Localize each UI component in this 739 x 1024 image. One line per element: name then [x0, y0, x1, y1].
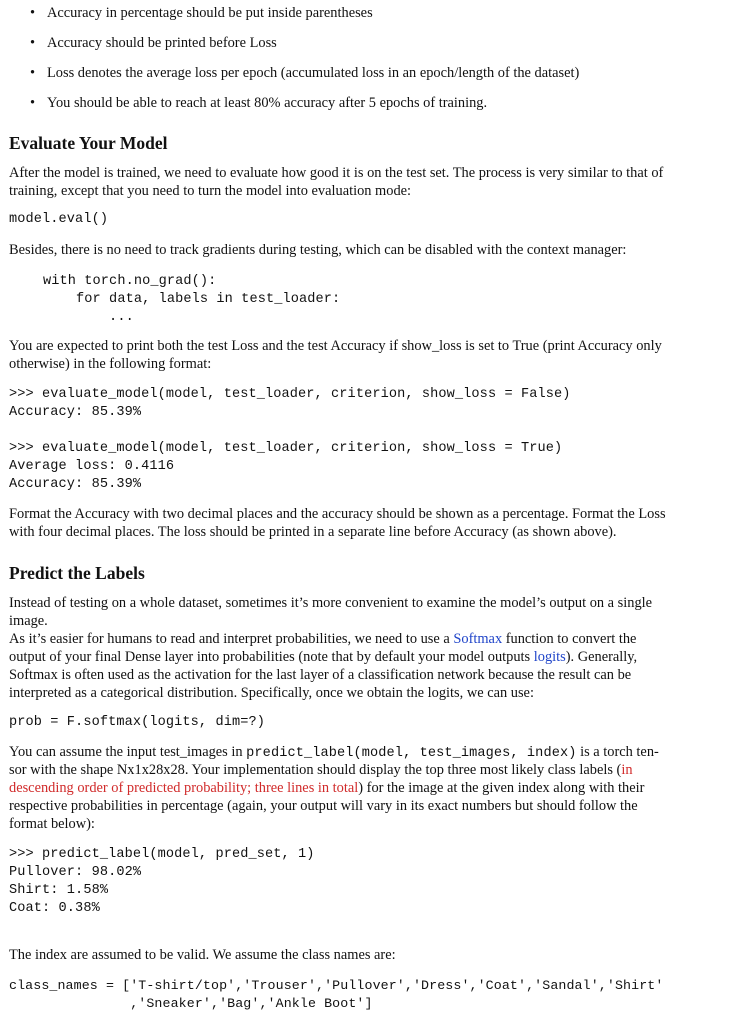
- code-with-line: for data, labels in test_loader:: [43, 292, 341, 307]
- evaluate-intro-line-1: After the model is trained, we need to evaluate how good it is on the test set. The process is very similar to that of: [9, 165, 664, 181]
- predict-index-note: The index are assumed to be valid. We assume the class names are:: [9, 947, 396, 963]
- evaluate-besides-text: Besides, there is no need to track gradients during testing, which can be disabled with the context manager:: [9, 242, 627, 258]
- code-with-line: ...: [43, 310, 134, 325]
- code-with-line: with torch.no_grad():: [43, 274, 217, 289]
- predict-softmax-line-3: Softmax is often used as the activation for the last layer of a classification network because the result can be: [9, 667, 632, 683]
- predict-spec-line-1: You can assume the input test_images in predict_label(model, test_images, index) is a torch ten-: [9, 744, 659, 761]
- example-output-line: >>> predict_label(model, pred_set, 1): [9, 847, 315, 862]
- predict-intro-line-1: Instead of testing on a whole dataset, sometimes it’s more convenient to examine the model’s output on a single: [9, 595, 653, 611]
- bullet-icon: •: [30, 65, 36, 81]
- predict-spec-line-5: format below):: [9, 816, 95, 832]
- softmax-link[interactable]: Softmax: [453, 631, 503, 647]
- predict-spec-line-3: descending order of predicted probability; three lines in total) for the image at the given index along with their: [9, 780, 645, 796]
- inline-code-predict-label: predict_label(model, test_images, index): [246, 746, 577, 761]
- evaluate-expected-line-2: otherwise) in the following format:: [9, 356, 212, 372]
- evaluate-expected-line-1: You are expected to print both the test Loss and the test Accuracy if show_loss is set to True (print Accuracy only: [9, 338, 662, 354]
- example-output-line: Accuracy: 85.39%: [9, 477, 142, 492]
- bullet-icon: •: [30, 5, 36, 21]
- bullet-icon: •: [30, 35, 36, 51]
- code-softmax: prob = F.softmax(logits, dim=?): [9, 715, 265, 730]
- evaluate-intro-line-2: training, except that you need to turn the model into evaluation mode:: [9, 183, 412, 199]
- section-heading-evaluate: Evaluate Your Model: [9, 133, 168, 153]
- evaluate-format-line-2: with four decimal places. The loss should be printed in a separate line before Accuracy (as shown above).: [9, 524, 617, 540]
- predict-spec-line-2: sor with the shape Nx1x28x28. Your implementation should display the top three most likely class labels (in: [9, 762, 633, 778]
- example-output-line: Coat: 0.38%: [9, 901, 100, 916]
- bullet-icon: •: [30, 95, 36, 111]
- example-output-line: Accuracy: 85.39%: [9, 405, 142, 420]
- example-output-line: Average loss: 0.4116: [9, 459, 175, 474]
- predict-intro-line-2: image.: [9, 613, 48, 629]
- code-model-eval: model.eval(): [9, 212, 109, 227]
- evaluate-format-line-1: Format the Accuracy with two decimal places and the accuracy should be shown as a percentage. Format the Loss: [9, 506, 666, 522]
- logits-link[interactable]: logits: [533, 649, 566, 665]
- section-heading-predict: Predict the Labels: [9, 563, 145, 583]
- document-page: • Accuracy in percentage should be put inside parentheses • Accuracy should be printed before Loss • Loss denotes the average loss per epoch (accumulated loss in an epoch/length of the dataset) • You should be able to reach at least 80% accuracy after 5 epochs of training. Evaluate Your Model After the model is trained, we need to evaluate how good it is on the test set. The process is very similar to that of training, except that you need to turn the model into evaluation mode: model.eval() Besides, there is no need to track gradients during testing, which can be disabled with the context manager: with torch.no_grad(): for data, labels in test_loader: ... You are expected to print both the test Loss and the test Accuracy if show_loss is set to True (print Accuracy only otherwise) in the following format: >>> evaluate_model(model, test_loader, criterion, show_loss = False) Accuracy: 85.39% >>> evaluate_model(model, test_loader, criterion, show_loss = True) Average loss: 0.4116 Accuracy: 85.39% Format the Accuracy with two decimal places and the accuracy should be shown as a percentage. Format the Loss with four decimal places. The loss should be printed in a separate line before Accuracy (as shown above). Predict the Labels Instead of testing on a whole dataset, sometimes it’s more convenient to examine the model’s output on a single image. As it’s easier for humans to read and interpret probabilities, we need to use a Softmax function to convert the output of your final Dense layer into probabilities (note that by default your model outputs logits). Generally, Softmax is often used as the activation for the last layer of a classification network because the result can be interpreted as a categorical distribution. Specifically, once we obtain the logits, we can use: prob = F.softmax(logits, dim=?) You can assume the input test_images in predict_label(model, test_images, index) is a torch ten- sor with the shape Nx1x28x28. Your implementation should display the top three most likely class labels (in descending order of predicted probability; three lines in total) for the image at the given index along with their respective probabilities in percentage (again, your output will vary in its exact numbers but should follow the format below): >>> predict_label(model, pred_set, 1) Pullover: 98.02% Shirt: 1.58% Coat: 0.38% The index are assumed to be valid. We assume the class names are: class_names = ['T-shirt/top','Trouser','Pullover','Dress','Coat','Sandal','Shirt' ,'Sneaker','Bag','Ankle Boot']: [9, 5, 666, 1011]
- example-output-line: >>> evaluate_model(model, test_loader, criterion, show_loss = True): [9, 441, 563, 456]
- predict-softmax-line-1: As it’s easier for humans to read and interpret probabilities, we need to use a Softmax function to convert the: [9, 631, 637, 647]
- predict-softmax-line-2: output of your final Dense layer into probabilities (note that by default your model outputs logits). Generally,: [9, 649, 638, 665]
- predict-spec-line-4: respective probabilities in percentage (again, your output will vary in its exact numbers but should follow the: [9, 798, 638, 814]
- example-output-line: Pullover: 98.02%: [9, 865, 142, 880]
- example-output-line: Shirt: 1.58%: [9, 883, 109, 898]
- predict-softmax-line-4: interpreted as a categorical distribution. Specifically, once we obtain the logits, we can use:: [9, 685, 534, 701]
- example-output-line: >>> evaluate_model(model, test_loader, criterion, show_loss = False): [9, 387, 571, 402]
- code-class-names-line-2: ,'Sneaker','Bag','Ankle Boot']: [9, 996, 373, 1011]
- code-class-names-line-1: class_names = ['T-shirt/top','Trouser','Pullover','Dress','Coat','Sandal','Shirt': [9, 978, 664, 993]
